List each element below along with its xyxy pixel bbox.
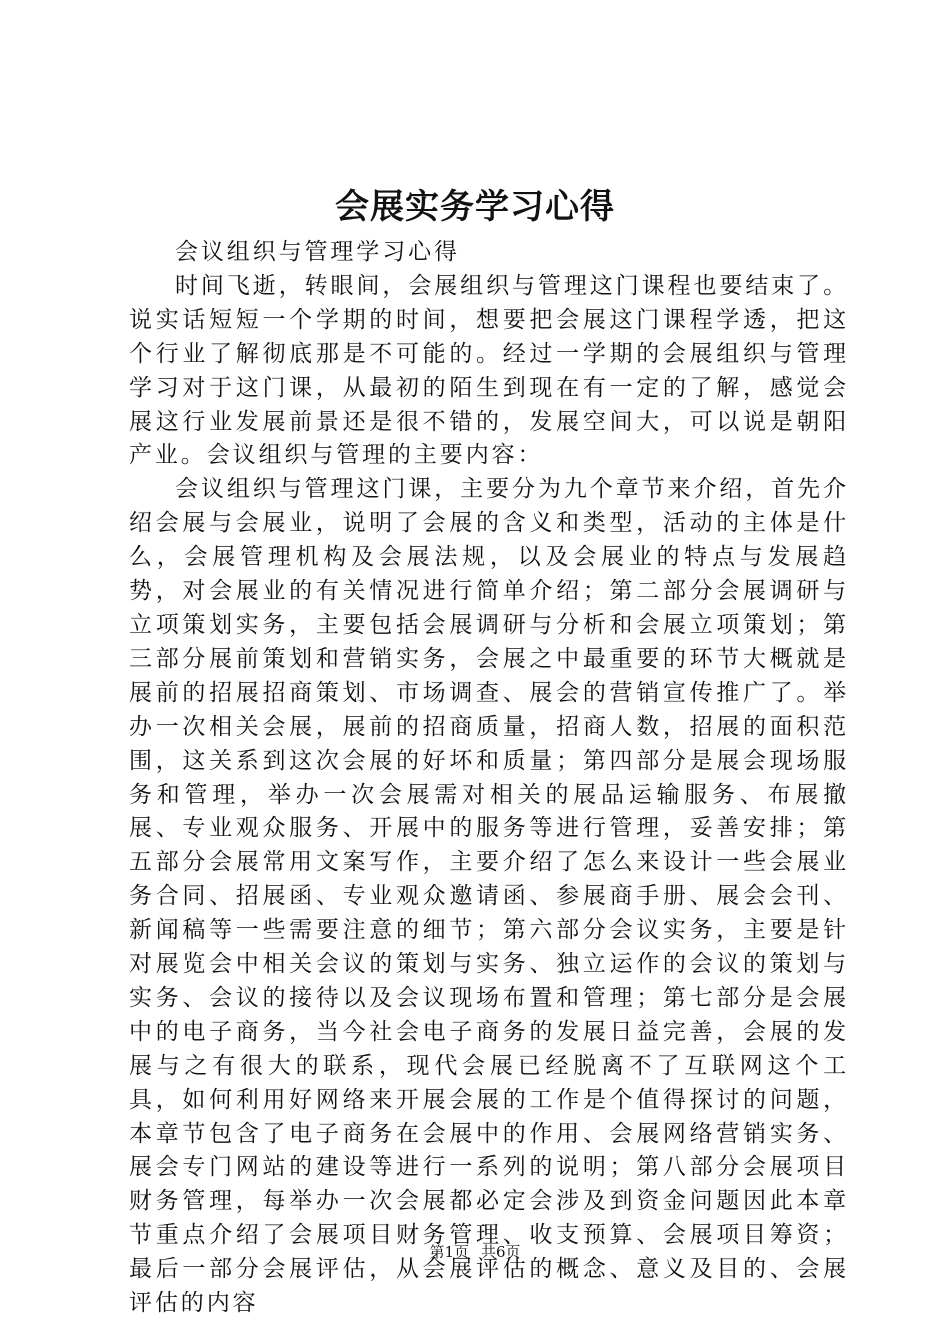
page-number: 第1页 [429, 1243, 469, 1261]
body-paragraph: 会议组织与管理这门课，主要分为九个章节来介绍，首先介绍会展与会展业，说明了会展的含义和类型，活动的主体是什么，会展管理机构及会展法规，以及会展业的特点与发展趋势，对会展业的有关情况进行简单介绍；第二部分会展调研与立项策划实务，主要包括会展调研与分析和会展立项策划；第三部分展前策划和营销实务，会展之中最重要的环节大概就是展前的招展招商策划、市场调查、展会的营销宣传推广了。举办一次相关会展，展前的招商质量，招商人数，招展的面积范围，这关系到这次会展的好坏和质量；第四部分是展会现场服务和管理，举办一次会展需对相关的展品运输服务、布展撤展、专业观众服务、开展中的服务等进行管理，妥善安排；第五部分会展常用文案写作，主要介绍了怎么来设计一些会展业务合同、招展函、专业观众邀请函、参展商手册、展会会刊、新闻稿等一些需要注意的细节；第六部分会议实务，主要是针对展览会中相关会议的策划与实务、独立运作的会议的策划与实务、会议的接待以及会议现场布置和管理；第七部分是会展中的电子商务，当今社会电子商务的发展日益完善，会展的发展与之有很大的联系，现代会展已经脱离不了互联网这个工具，如何利用好网络来开展会展的工作是个值得探讨的问题，本章节包含了电子商务在会展中的作用、会展网络营销实务、展会专门网站的建设等进行一系列的说明；第八部分会展项目财务管理，每举办一次会展都必定会涉及到资金问题因此本章节重点介绍了会展项目财务管理、收支预算、会展项目筹资；最后一部分会展评估，从会展评估的概念、意义及目的、会展评估的内容 [129, 476, 849, 1317]
page-footer [0, 1241, 950, 1263]
document-body [129, 236, 849, 1321]
body-paragraph: 时间飞逝，转眼间，会展组织与管理这门课程也要结束了。说实话短短一个学期的时间，想要把会展这门课程学透，把这个行业了解彻底那是不可能的。经过一学期的会展组织与管理学习对于这门课，从最初的陌生到现在有一定的了解，感觉会展这行业发展前景还是很不错的，发展空间大，可以说是朝阳产业。会议组织与管理的主要内容： [129, 272, 849, 469]
document-title: 会展实务学习心得 [335, 187, 615, 227]
page-total: 共6页 [481, 1243, 521, 1261]
subtitle-paragraph: 会议组织与管理学习心得 [175, 239, 460, 265]
